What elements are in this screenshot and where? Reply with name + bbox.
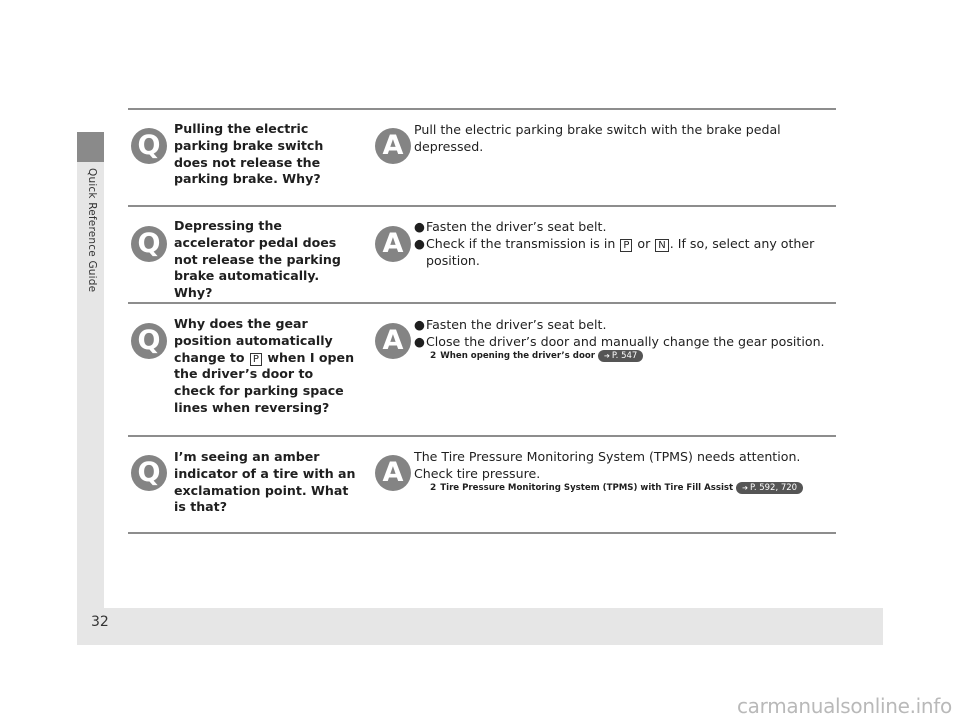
question-text: Why does the gear position automatically change to P when I open the driver’s door to check for parking space lines when reversing?	[174, 316, 355, 415]
bullet-item: ● Close the driver’s door and manually change the gear position.	[414, 334, 825, 349]
gear-p-indicator: P	[620, 239, 632, 252]
section-tab	[77, 132, 104, 162]
answer-block	[414, 121, 839, 155]
cross-reference[interactable]: 2 Tire Pressure Monitoring System (TPMS) with Tire Fill Assist ➔ P. 592, 720	[414, 482, 839, 495]
question-text: Pulling the electric parking brake switch does not release the parking brake. Why?	[174, 121, 324, 187]
answer-block	[414, 448, 839, 495]
answer-icon: A	[375, 226, 411, 262]
question-icon: Q	[131, 455, 167, 491]
watermark: carmanualsonline.info	[736, 694, 952, 718]
question-text: Depressing the accelerator pedal does not release the parking brake automatically. Why?	[174, 218, 341, 301]
answer-block	[414, 218, 839, 269]
bullet-item: ● Check if the transmission is in P or N . If so, select any other position.	[414, 236, 815, 268]
question-icon: Q	[131, 128, 167, 164]
divider	[128, 108, 836, 110]
reference-arrow-icon: 2	[430, 351, 437, 361]
bullet-dot: ●	[414, 334, 425, 349]
divider	[128, 435, 836, 437]
section-label: Quick Reference Guide	[86, 168, 98, 293]
gear-n-indicator: N	[655, 239, 668, 252]
bullet-item: ● Fasten the driver’s seat belt.	[414, 317, 607, 332]
question-icon: Q	[131, 323, 167, 359]
reference-arrow-icon: 2	[430, 483, 437, 493]
page-number: 32	[91, 614, 109, 630]
question-icon: Q	[131, 226, 167, 262]
bullet-dot: ●	[414, 317, 425, 332]
bullet-item: ● Fasten the driver’s seat belt.	[414, 219, 607, 234]
answer-block	[414, 316, 839, 363]
divider	[128, 532, 836, 534]
answer-text: Pull the electric parking brake switch with the brake pedal depressed.	[414, 122, 781, 154]
question-text: I’m seeing an amber indicator of a tire with an exclamation point. What is that?	[174, 449, 356, 515]
cross-reference[interactable]: 2 When opening the driver’s door ➔ P. 547	[414, 350, 839, 363]
answer-icon: A	[375, 128, 411, 164]
answer-icon: A	[375, 455, 411, 491]
divider	[128, 302, 836, 304]
page-link[interactable]: ➔ P. 547	[598, 350, 643, 362]
link-arrow-icon: ➔	[604, 352, 610, 360]
bullet-dot: ●	[414, 236, 425, 251]
page-link[interactable]: ➔ P. 592, 720	[736, 482, 803, 494]
bullet-dot: ●	[414, 219, 425, 234]
divider	[128, 205, 836, 207]
answer-text: The Tire Pressure Monitoring System (TPMS) needs attention. Check tire pressure.	[414, 449, 801, 481]
gear-p-indicator: P	[250, 353, 262, 366]
link-arrow-icon: ➔	[742, 484, 749, 492]
answer-icon: A	[375, 323, 411, 359]
